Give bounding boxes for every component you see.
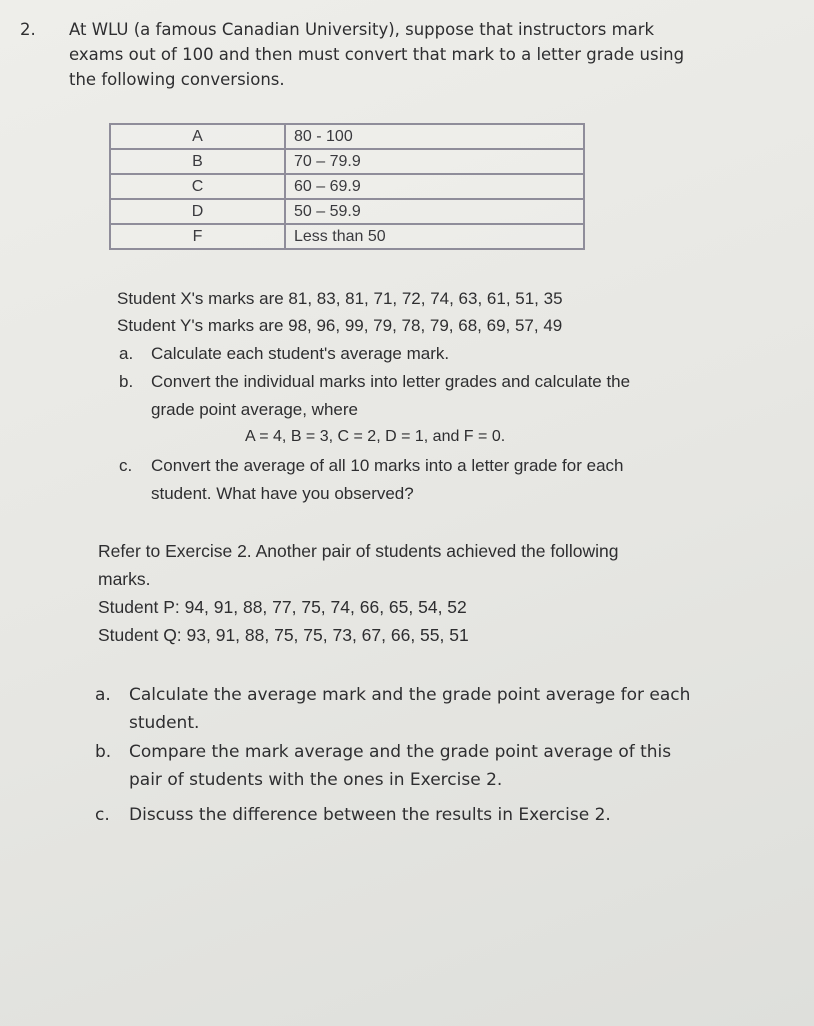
followup-b-label: b. [95, 742, 112, 762]
followup-intro-1: Refer to Exercise 2. Another pair of students achieved the following [98, 541, 619, 561]
part-b-text-1: Convert the individual marks into letter grades and calculate the [151, 372, 631, 391]
range-cell: 50 – 59.9 [285, 199, 584, 224]
range-cell: Less than 50 [285, 224, 584, 249]
followup-b-text-2: pair of students with the ones in Exercise 2. [129, 770, 503, 790]
part-c-label: c. [119, 456, 133, 475]
range-cell: 60 – 69.9 [285, 174, 584, 199]
part-a-label: a. [119, 344, 134, 363]
grade-cell: F [110, 224, 285, 249]
student-p-marks: Student P: 94, 91, 88, 77, 75, 74, 66, 65, 54, 52 [98, 597, 467, 617]
table-row [110, 224, 584, 249]
table-row [110, 124, 584, 149]
range-cell: 80 - 100 [285, 124, 584, 149]
student-q-marks: Student Q: 93, 91, 88, 75, 75, 73, 67, 66, 55, 51 [98, 625, 469, 645]
grade-point-formula: A = 4, B = 3, C = 2, D = 1, and F = 0. [245, 428, 506, 445]
grade-conversion-table [109, 123, 585, 250]
grade-cell: B [110, 149, 285, 174]
part-b-label: b. [119, 372, 134, 391]
table-row [110, 199, 584, 224]
question-number: 2. [20, 20, 36, 39]
table-row [110, 149, 584, 174]
grade-cell: D [110, 199, 285, 224]
part-c-text-1: Convert the average of all 10 marks into a letter grade for each [151, 456, 624, 475]
followup-a-text-2: student. [129, 713, 200, 733]
table-row [110, 174, 584, 199]
followup-intro-2: marks. [98, 569, 151, 589]
part-c-text-2: student. What have you observed? [151, 484, 414, 503]
student-y-marks: Student Y's marks are 98, 96, 99, 79, 78, 79, 68, 69, 57, 49 [117, 316, 563, 335]
grade-cell: A [110, 124, 285, 149]
followup-b-text-1: Compare the mark average and the grade point average of this [129, 742, 672, 762]
followup-a-label: a. [95, 685, 111, 705]
grade-cell: C [110, 174, 285, 199]
followup-c-text: Discuss the difference between the results in Exercise 2. [129, 805, 611, 825]
intro-line-1: At WLU (a famous Canadian University), suppose that instructors mark [69, 20, 655, 39]
part-b-text-2: grade point average, where [151, 400, 358, 419]
intro-line-2: exams out of 100 and then must convert that mark to a letter grade using [69, 45, 685, 64]
student-x-marks: Student X's marks are 81, 83, 81, 71, 72, 74, 63, 61, 51, 35 [117, 289, 563, 308]
range-cell: 70 – 79.9 [285, 149, 584, 174]
intro-line-3: the following conversions. [69, 70, 285, 89]
followup-c-label: c. [95, 805, 110, 825]
followup-a-text-1: Calculate the average mark and the grade point average for each [129, 685, 691, 705]
part-a-text: Calculate each student's average mark. [151, 344, 450, 363]
